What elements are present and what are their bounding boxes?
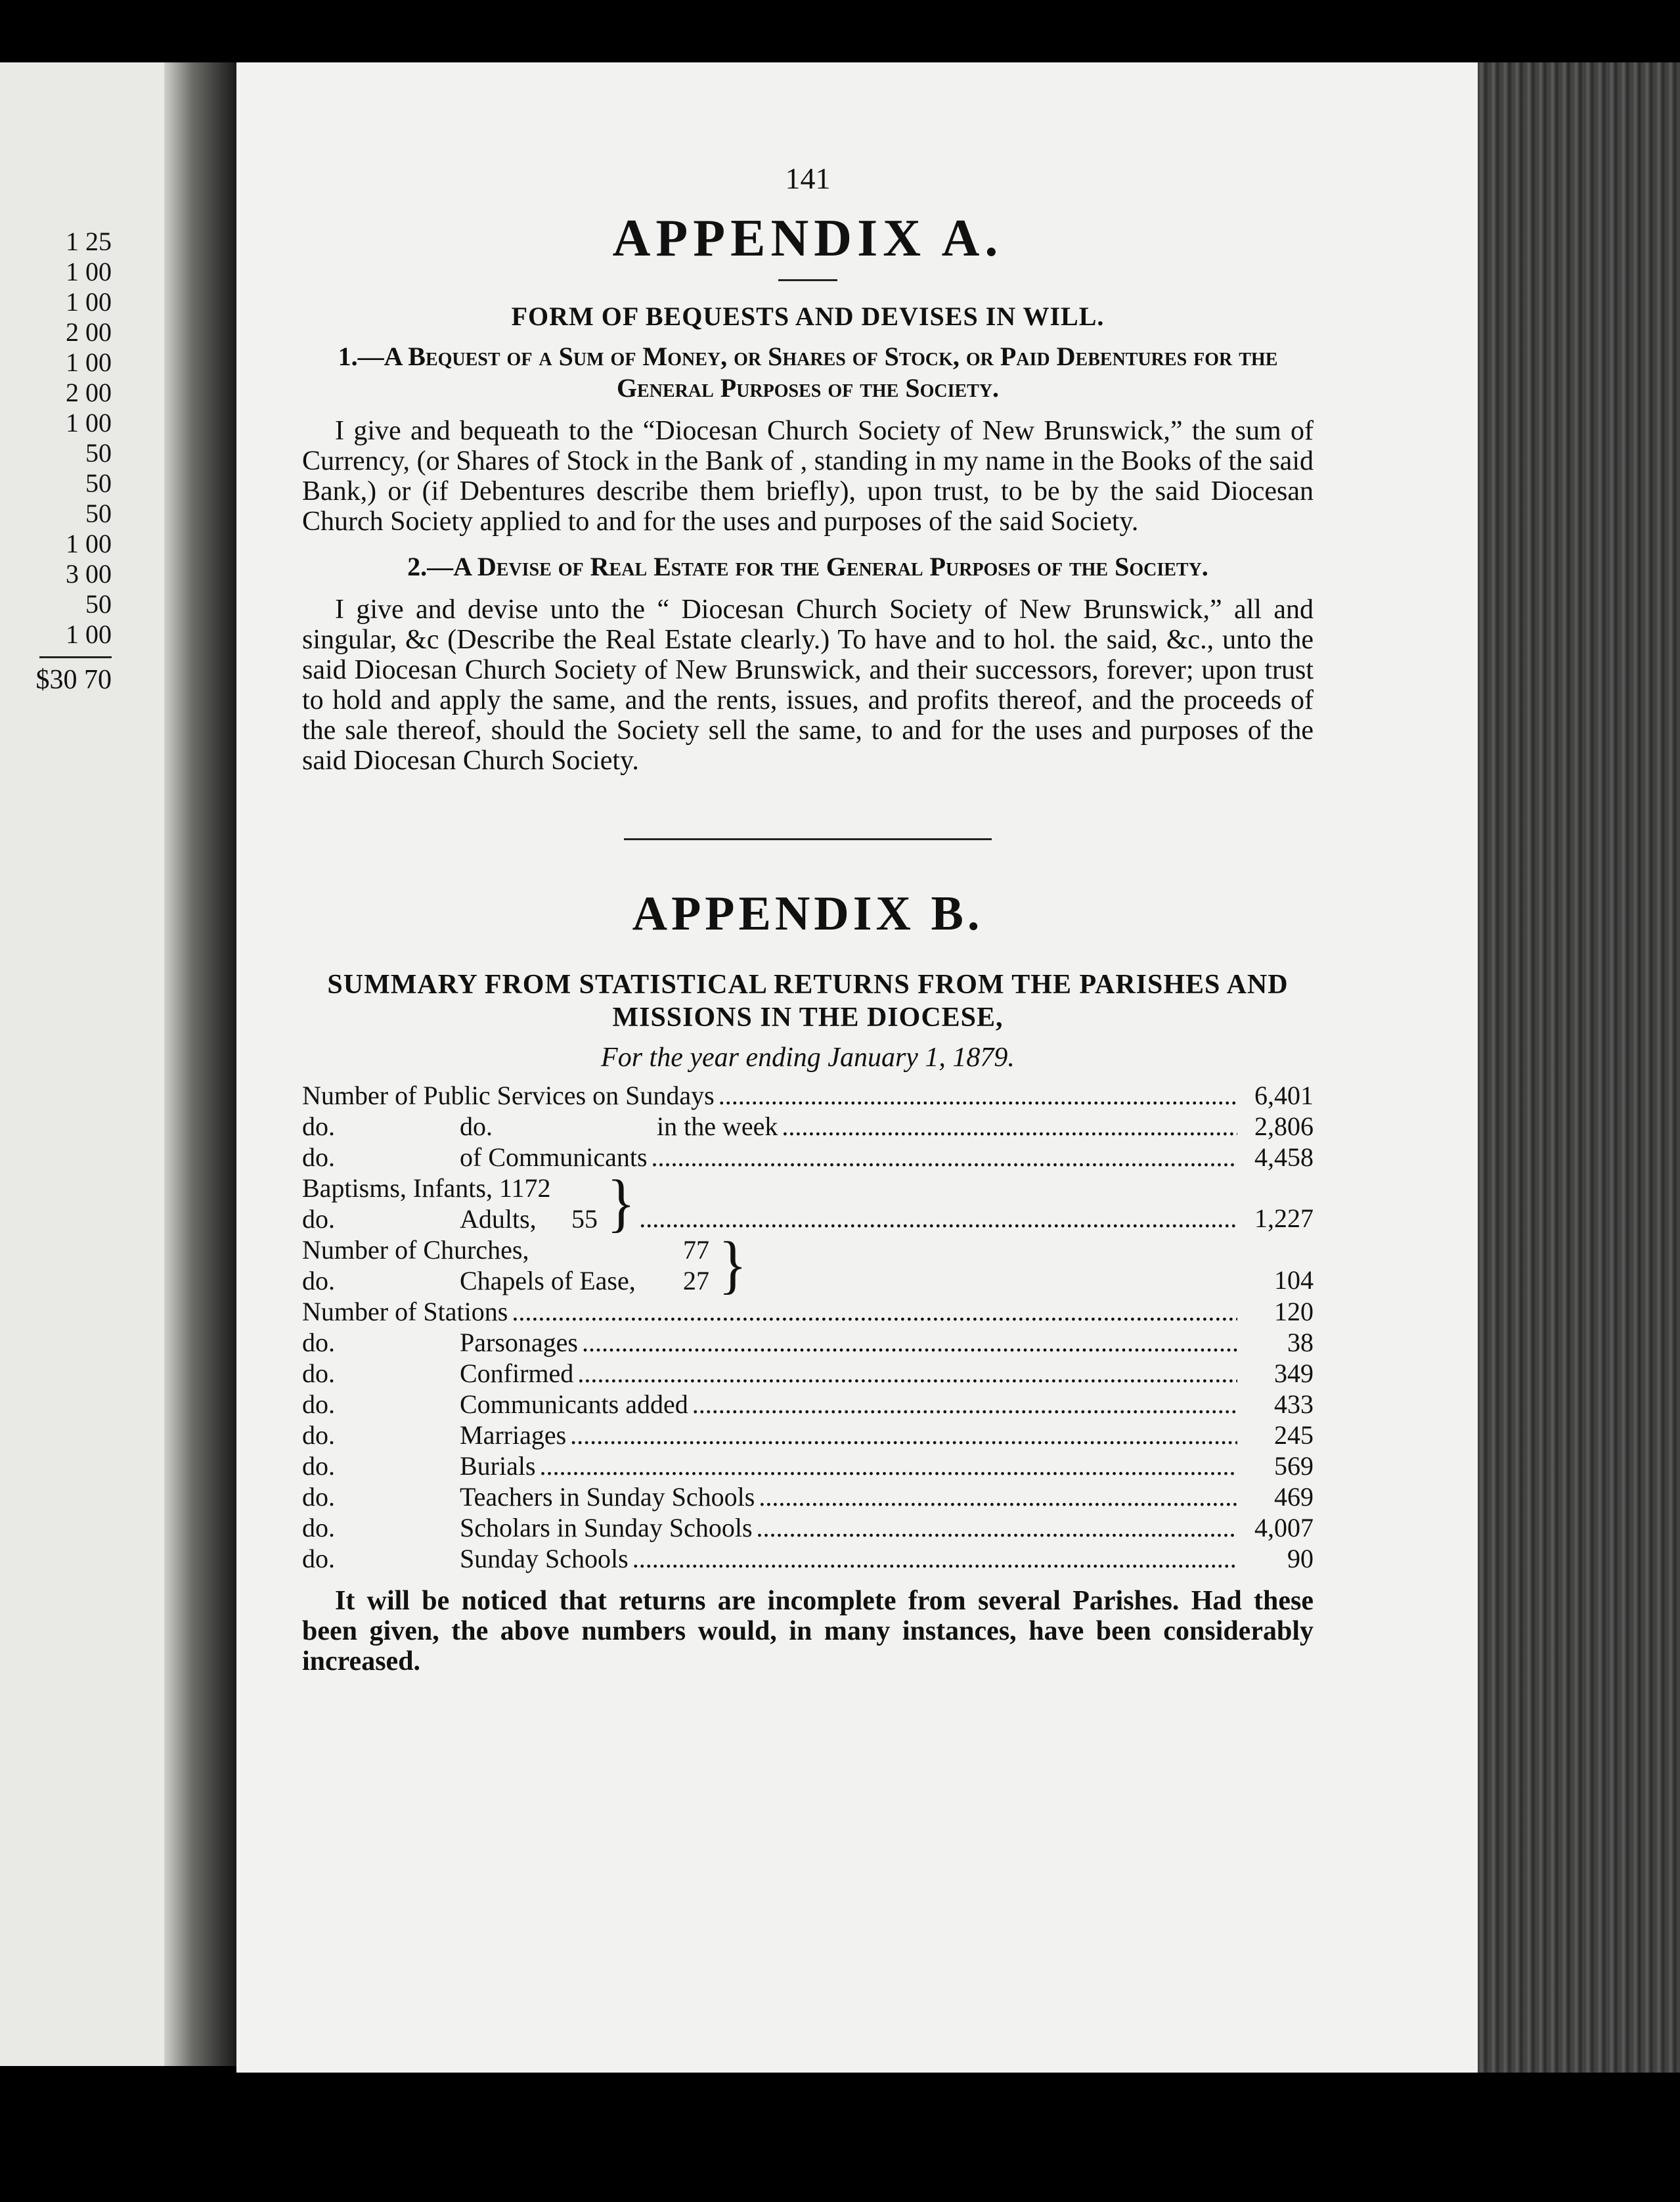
title-rule xyxy=(778,279,837,281)
row-label: Parsonages xyxy=(460,1328,578,1357)
appendix-a-subtitle: FORM OF BEQUESTS AND DEVISES IN WILL. xyxy=(511,302,1105,331)
churches-line xyxy=(302,1234,709,1265)
brace-glyph: } xyxy=(718,1229,747,1301)
row-value: 120 xyxy=(1274,1297,1314,1326)
row-label: do. xyxy=(302,1544,335,1573)
row-label: Adults, xyxy=(460,1204,537,1234)
row-number: 27 xyxy=(683,1266,709,1295)
row-label: Burials xyxy=(460,1451,536,1481)
leader-dots xyxy=(570,1420,1237,1450)
row-value: 433 xyxy=(1274,1389,1314,1419)
row-label: of Communicants xyxy=(460,1142,648,1172)
row-value: 2,806 xyxy=(1254,1112,1314,1141)
section2-text: I give and devise unto the “ Diocesan Church Society of New Brunswick,” all and singular, &c (Describe the Real Estate clearly.) To have and to hol. the said, &c., unto the said Diocesan Church Society of New Brunswick, and their successors, forever; upon trust to hold and apply the same, and the rents, issues, and profits thereof, and the proceeds of the sale thereof, should the Society sell the same, to and for the uses and purposes of the said Diocesan Church Society. xyxy=(302,595,1314,776)
section2-heading: 2.—A Devise of Real Estate for the General Purposes of the Society. xyxy=(407,552,1208,581)
row-label: do. xyxy=(302,1266,335,1295)
section1-text: I give and bequeath to the “Diocesan Church Society of New Brunswick,” the sum of Currency, (or Shares of Stock in the Bank of , standing in my name in the Books of the said Bank,) or (if Debentures describe them briefly), upon trust, to be by the said Diocesan Church Society applied to and for the uses and purposes of the said Society. xyxy=(302,416,1314,537)
row-label: Number of Stations xyxy=(302,1297,508,1326)
amount-entry: 50 xyxy=(85,499,112,528)
table-row xyxy=(302,1142,1314,1173)
row-label: Number of Churches, xyxy=(302,1235,529,1265)
leader-dots xyxy=(782,1111,1237,1142)
row-label: do. xyxy=(302,1142,335,1172)
row-label: do. xyxy=(302,1359,335,1388)
row-label: Teachers in Sunday Schools xyxy=(460,1482,755,1512)
amount-entry: 50 xyxy=(85,589,112,619)
leader-dots xyxy=(540,1450,1237,1481)
amount-entry: 1 00 xyxy=(66,408,112,438)
row-label: Scholars in Sunday Schools xyxy=(460,1513,753,1542)
row-label: do. xyxy=(302,1389,335,1419)
closing-note: It will be noticed that returns are incomplete from several Parishes. Had these been given, the above numbers would, in many instances, have been considerably increased. xyxy=(302,1586,1314,1676)
row-label: do. xyxy=(302,1513,335,1542)
row-label: Confirmed xyxy=(460,1359,574,1388)
row-label: in the week xyxy=(657,1112,778,1141)
row-value: 569 xyxy=(1274,1451,1314,1481)
table-row xyxy=(302,1543,1314,1574)
table-row xyxy=(302,1450,1314,1481)
row-label: Number of Public Services on Sundays xyxy=(302,1081,715,1110)
row-label: Chapels of Ease, xyxy=(460,1266,636,1295)
row-value: 6,401 xyxy=(1254,1081,1314,1110)
amount-entry: 1 00 xyxy=(66,529,112,558)
appendix-b-heading: SUMMARY FROM STATISTICAL RETURNS FROM THE PARISHES AND MISSIONS IN THE DIOCESE, xyxy=(327,970,1289,1033)
row-label: do. xyxy=(302,1451,335,1481)
baptisms-group xyxy=(302,1167,1314,1239)
table-row xyxy=(302,1420,1314,1450)
amount-entry: 1 00 xyxy=(66,619,112,649)
row-value: 1,227 xyxy=(1254,1203,1314,1233)
leader-dots xyxy=(577,1358,1237,1389)
row-label: do. xyxy=(302,1482,335,1512)
churches-total-line xyxy=(747,1265,1314,1295)
page-number: 141 xyxy=(785,162,831,195)
table-row xyxy=(302,1080,1314,1111)
row-label: do. xyxy=(302,1328,335,1357)
page-content xyxy=(302,161,1314,1704)
leader-dots xyxy=(632,1543,1237,1574)
row-label: do. xyxy=(302,1112,335,1141)
row-number: 55 xyxy=(571,1204,598,1234)
left-page-amounts xyxy=(13,227,112,695)
total-rule xyxy=(39,656,112,658)
row-label: Sunday Schools xyxy=(460,1544,629,1573)
amount-entry: 1 00 xyxy=(66,348,112,377)
amount-entry: 50 xyxy=(85,468,112,498)
row-value: 469 xyxy=(1274,1482,1314,1512)
row-value: 4,007 xyxy=(1254,1513,1314,1542)
brace-glyph: } xyxy=(607,1167,636,1239)
row-label: Marriages xyxy=(460,1420,567,1450)
leader-dots xyxy=(582,1327,1237,1358)
leader-dots xyxy=(759,1481,1237,1512)
churches-group xyxy=(302,1229,1314,1301)
baptisms-adults-line xyxy=(302,1203,598,1234)
section1-heading: 1.—A Bequest of a Sum of Money, or Shares of Stock, or Paid Debentures for the General Purposes of the Society. xyxy=(338,342,1278,403)
row-label: do. xyxy=(302,1420,335,1450)
leader-dots xyxy=(652,1142,1237,1173)
appendix-a-title: APPENDIX A. xyxy=(612,210,1004,267)
table-row xyxy=(302,1358,1314,1389)
amount-list xyxy=(13,227,112,650)
table-row xyxy=(302,1389,1314,1420)
amount-entry: 2 00 xyxy=(66,378,112,407)
baptisms-infants: Baptisms, Infants, 1172 xyxy=(302,1173,551,1203)
row-value: 104 xyxy=(1274,1265,1314,1295)
amount-total: $30 70 xyxy=(35,665,112,695)
amount-entry: 1 00 xyxy=(66,257,112,286)
year-line: For the year ending January 1, 1879. xyxy=(601,1043,1015,1073)
table-row xyxy=(302,1327,1314,1358)
section-divider xyxy=(624,838,992,840)
statistics-table xyxy=(302,1080,1314,1574)
row-label: do. xyxy=(460,1112,493,1141)
chapels-line xyxy=(302,1265,709,1296)
row-label: Communicants added xyxy=(460,1389,688,1419)
amount-entry: 1 00 xyxy=(66,287,112,317)
row-number: 77 xyxy=(683,1235,709,1265)
leader-dots xyxy=(757,1512,1237,1543)
amount-entry: 1 25 xyxy=(66,227,112,256)
page-141 xyxy=(236,62,1478,2073)
table-row xyxy=(302,1512,1314,1543)
row-value: 245 xyxy=(1274,1420,1314,1450)
row-label: do. xyxy=(302,1204,335,1234)
row-value: 4,458 xyxy=(1254,1142,1314,1172)
statistics-rows xyxy=(302,1296,1314,1574)
row-value: 349 xyxy=(1274,1359,1314,1388)
row-value: 38 xyxy=(1287,1328,1314,1357)
amount-entry: 2 00 xyxy=(66,317,112,347)
table-row xyxy=(302,1111,1314,1142)
row-value: 90 xyxy=(1287,1544,1314,1573)
table-row xyxy=(302,1481,1314,1512)
book-gutter xyxy=(164,62,236,2066)
leader-dots xyxy=(512,1296,1237,1327)
leader-dots xyxy=(692,1389,1237,1420)
amount-entry: 50 xyxy=(85,438,112,468)
leader-dots xyxy=(718,1080,1237,1111)
table-row xyxy=(302,1296,1314,1327)
page-edge xyxy=(1478,62,1680,2073)
amount-entry: 3 00 xyxy=(66,559,112,589)
appendix-b-title: APPENDIX B. xyxy=(632,887,984,941)
